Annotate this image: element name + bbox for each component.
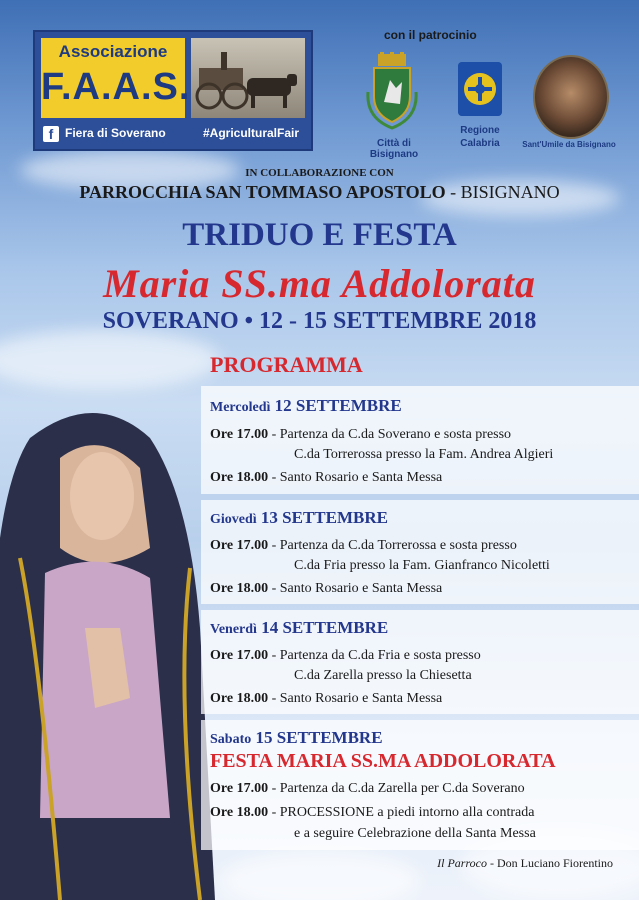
parish-main: PARROCCHIA SAN TOMMASO APOSTOLO	[79, 182, 446, 202]
patronage-label: con il patrocinio	[384, 28, 477, 42]
day-weekday: Sabato	[210, 732, 252, 747]
event-dates: SOVERANO • 12 - 15 SETTEMBRE 2018	[102, 308, 537, 334]
cloud	[220, 850, 420, 910]
festa-heading: FESTA MARIA SS.MA ADDOLORATA	[210, 750, 556, 772]
hashtag: #AgriculturalFair	[203, 126, 300, 140]
day-date: 12 SETTEMBRE	[270, 396, 402, 415]
event-time: Ore 17.00	[210, 781, 269, 796]
day-weekday: Mercoledì	[210, 400, 271, 415]
signature-name: - Don Luciano Fiorentino	[487, 856, 613, 870]
event-text: - Partenza da C.da Fria e sosta presso	[268, 648, 481, 663]
page-subtitle: Maria SS.ma Addolorata	[103, 261, 536, 306]
day-weekday: Giovedì	[210, 512, 257, 527]
day-date: 15 SETTEMBRE	[251, 728, 383, 747]
regione-calabria-emblem-icon	[458, 62, 502, 116]
event-line	[210, 581, 442, 597]
day-date: 14 SETTEMBRE	[256, 618, 389, 637]
region-label-2: Calabria	[460, 138, 500, 149]
parish-name	[0, 182, 639, 203]
event-line	[210, 470, 442, 486]
event-time: Ore 17.00	[210, 427, 269, 442]
day-weekday: Venerdì	[210, 622, 257, 637]
signature	[437, 856, 613, 871]
event-time: Ore 17.00	[210, 538, 269, 553]
event-line	[210, 648, 481, 664]
event-line	[210, 805, 534, 821]
city-label: Città di Bisignano	[369, 138, 419, 160]
event-text: - Santo Rosario e Santa Messa	[268, 581, 443, 596]
event-text: - Santo Rosario e Santa Messa	[268, 470, 443, 485]
event-line	[210, 538, 517, 554]
madonna-statue-image	[0, 398, 215, 900]
event-time: Ore 17.00	[210, 648, 269, 663]
day-heading	[210, 508, 388, 528]
signature-role: Il Parroco	[437, 856, 488, 870]
bisignano-coat-of-arms-icon	[364, 52, 420, 132]
parish-suffix: - BISIGNANO	[445, 182, 560, 202]
ox-cart-photo	[191, 38, 305, 118]
event-time: Ore 18.00	[210, 691, 269, 706]
event-continuation: C.da Fria presso la Fam. Gianfranco Nicoletti	[294, 558, 550, 573]
event-line	[210, 781, 525, 797]
facebook-label: Fiera di Soverano	[65, 126, 166, 140]
event-time: Ore 18.00	[210, 581, 269, 596]
assoc-line2: F.A.A.S.	[41, 66, 191, 108]
event-time: Ore 18.00	[210, 470, 269, 485]
event-continuation: C.da Zarella presso la Chiesetta	[294, 668, 472, 683]
saint-portrait	[533, 55, 609, 139]
event-text: - Partenza da C.da Soverano e sosta presso	[268, 427, 512, 442]
programma-heading: PROGRAMMA	[210, 352, 363, 377]
event-text: - Partenza da C.da Zarella per C.da Soverano	[268, 781, 525, 796]
collaboration-label: IN COLLABORAZIONE CON	[245, 167, 394, 179]
event-continuation: e a seguire Celebrazione della Santa Messa	[294, 826, 536, 841]
event-text: - Santo Rosario e Santa Messa	[268, 691, 443, 706]
event-text: - Partenza da C.da Torrerossa e sosta presso	[268, 538, 517, 553]
event-line	[210, 427, 511, 443]
region-label	[446, 124, 514, 150]
faas-logo	[41, 38, 191, 118]
page-title: TRIDUO E FESTA	[182, 217, 457, 253]
event-line	[210, 691, 442, 707]
faas-logo-box	[33, 30, 313, 151]
day-heading	[210, 396, 402, 416]
day-heading	[210, 618, 388, 638]
ox-cart-icon	[191, 38, 305, 118]
event-text: - PROCESSIONE a piedi intorno alla contrada	[268, 805, 535, 820]
assoc-line1: Associazione	[58, 42, 168, 61]
saint-label: Sant'Umile da Bisignano	[522, 140, 616, 149]
facebook-icon: f	[43, 126, 59, 142]
event-continuation: C.da Torrerossa presso la Fam. Andrea Algieri	[294, 447, 554, 462]
day-heading	[210, 728, 383, 748]
region-label-1: Regione	[460, 125, 500, 136]
day-date: 13 SETTEMBRE	[256, 508, 388, 527]
event-time: Ore 18.00	[210, 805, 269, 820]
